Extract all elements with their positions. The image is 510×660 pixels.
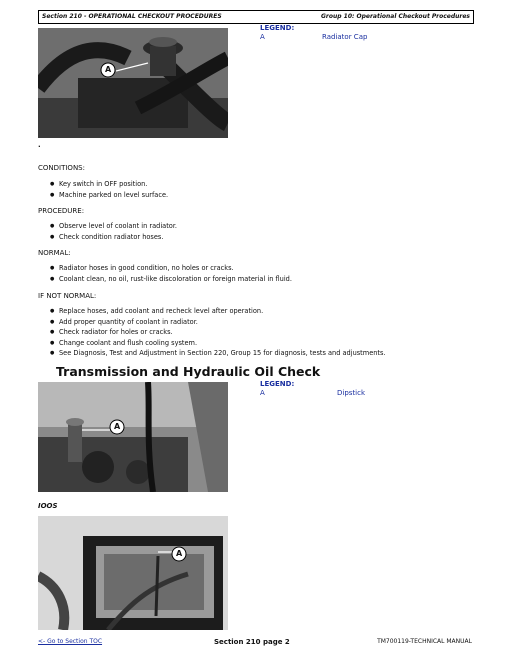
- section-heading: Transmission and Hydraulic Oil Check: [56, 364, 321, 379]
- not-normal-label: IF NOT NORMAL:: [38, 292, 97, 300]
- page-header: [38, 10, 474, 24]
- list-item: ● Observe level of coolant in radiator.: [50, 221, 177, 232]
- list-item: ● Replace hoses, add coolant and recheck level after operation.: [50, 306, 386, 317]
- list-item: ● Check radiator for holes or cracks.: [50, 327, 386, 338]
- conditions-list: [50, 179, 168, 200]
- list-item: ● Radiator hoses in good condition, no holes or cracks.: [50, 263, 292, 274]
- procedure-label: PROCEDURE:: [38, 207, 85, 215]
- normal-list: [50, 263, 292, 284]
- list-item: ● Check condition radiator hoses.: [50, 232, 177, 243]
- legend-value: Dipstick: [337, 389, 366, 397]
- procedure-list: [50, 221, 177, 242]
- dipstick-photo: [38, 382, 228, 492]
- go-to-toc-link[interactable]: <- Go to Section TOC: [38, 638, 103, 645]
- callout-a: A: [105, 65, 112, 74]
- legend-key: A: [260, 389, 265, 397]
- radiator-cap-photo: [38, 28, 228, 138]
- list-item: ● Change coolant and flush cooling system.: [50, 338, 386, 349]
- header-section-title: Section 210 - OPERATIONAL CHECKOUT PROCEDURES: [42, 13, 222, 20]
- ioos-label: IOOS: [38, 502, 58, 510]
- not-normal-list: [50, 306, 386, 359]
- dipstick-cab-photo: [38, 516, 228, 630]
- legend-key: A: [260, 33, 265, 41]
- legend-title: LEGEND:: [260, 24, 295, 32]
- list-item: ● Coolant clean, no oil, rust-like discoloration or foreign material in fluid.: [50, 274, 292, 285]
- bullet-marker: ·: [38, 143, 41, 151]
- list-item: ● Machine parked on level surface.: [50, 190, 168, 201]
- normal-label: NORMAL:: [38, 249, 71, 257]
- conditions-label: CONDITIONS:: [38, 164, 85, 172]
- list-item: ● See Diagnosis, Test and Adjustment in Section 220, Group 15 for diagnosis, tests and adjustments.: [50, 348, 386, 359]
- footer-manual-id: TM700119-TECHNICAL MANUAL: [377, 638, 472, 645]
- header-group-title: Group 10: Operational Checkout Procedures: [321, 13, 470, 20]
- list-item: ● Key switch in OFF position.: [50, 179, 168, 190]
- list-item: ● Add proper quantity of coolant in radiator.: [50, 317, 386, 328]
- footer-toc-link[interactable]: [38, 638, 102, 645]
- legend-title: LEGEND:: [260, 380, 295, 388]
- legend-value: Radiator Cap: [322, 33, 368, 41]
- footer-page-number: Section 210 page 2: [214, 638, 290, 646]
- callout-a: A: [176, 549, 183, 558]
- callout-a: A: [114, 422, 121, 431]
